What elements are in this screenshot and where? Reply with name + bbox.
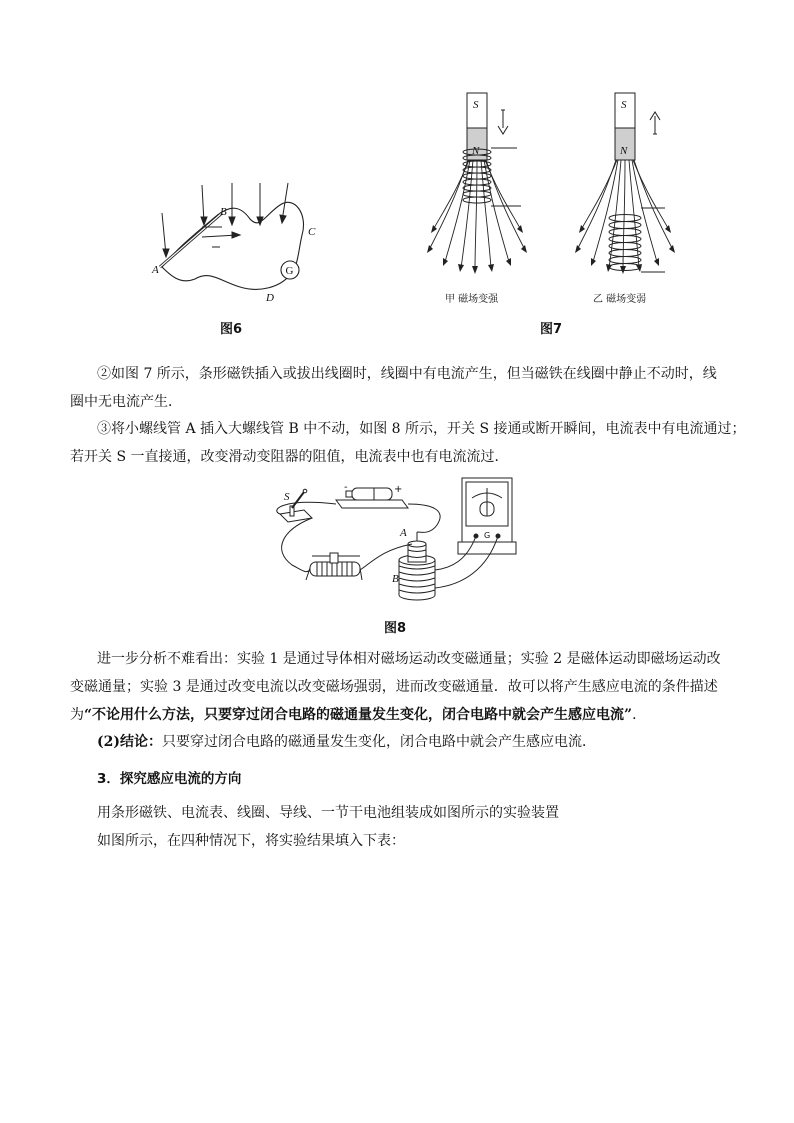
arrow-down-left — [498, 110, 508, 134]
velocity-arrows — [202, 227, 240, 247]
label-g: G — [484, 531, 491, 540]
para-5: 用条形磁铁、电流表、线圈、导线、一节干电池组装成如图所示的实验装置 — [97, 805, 559, 821]
arrow-up-right — [650, 112, 660, 134]
pole-s-right: S — [621, 99, 627, 111]
conclusion-line — [97, 731, 596, 751]
para-4-bold-conclusion: “不论用什么方法，只要穿过闭合电路的磁通量发生变化，闭合电路中就会产生感应电流” — [84, 707, 633, 723]
para-3-line-1: ③将小螺线管 A 插入大螺线管 B 中不动，如图 8 所示，开关 S 接通或断开瞬间，电流表中有电流通过； — [97, 421, 746, 437]
magnet-right — [615, 93, 635, 160]
figure-8-diagram — [262, 470, 524, 610]
figure-6-caption: 图6 — [220, 322, 243, 337]
para-4-pre: 为 — [70, 707, 84, 723]
label-g: G — [285, 265, 294, 277]
para-4-line-1: 进一步分析不难看出：实验 1 是通过导体相对磁场运动改变磁通量；实验 2 是磁体运动即磁场运动改 — [97, 651, 721, 667]
field-arrowheads-left — [427, 225, 527, 274]
section-3-title: 3．探究感应电流的方向 — [97, 771, 242, 787]
rheostat — [306, 553, 362, 580]
pole-n-right: N — [620, 145, 628, 157]
galvanometer — [458, 478, 516, 554]
label-jia: 甲 磁场变强 — [445, 294, 499, 305]
magnet-left — [467, 93, 487, 160]
figure-6-diagram — [140, 175, 330, 310]
label-plus: + — [394, 484, 403, 495]
label-d: D — [266, 292, 274, 304]
label-b: B — [392, 573, 399, 585]
label-c: C — [308, 226, 316, 238]
field-lines-left — [429, 160, 525, 270]
figure-7-diagram — [425, 90, 685, 310]
conclusion-text: 只要穿过闭合电路的磁通量发生变化，闭合电路中就会产生感应电流． — [162, 734, 596, 750]
label-a: A — [152, 264, 159, 276]
label-yi: 乙 磁场变弱 — [593, 294, 647, 305]
figure-8-caption: 图8 — [384, 621, 407, 636]
label-minus: - — [344, 482, 348, 493]
para-3-line-2: 若开关 S 一直接通，改变滑动变阻器的阻值，电流表中也有电流流过． — [70, 449, 509, 465]
label-s: S — [284, 491, 290, 503]
label-a: A — [400, 527, 407, 539]
field-arrows — [162, 183, 288, 257]
coil-a-small — [408, 532, 426, 562]
pole-s-left: S — [473, 99, 479, 111]
label-b: B — [220, 206, 227, 218]
figure-7-caption: 图7 — [540, 322, 563, 337]
pole-n-left: N — [472, 145, 480, 157]
conclusion-label: (2)结论： — [97, 734, 162, 750]
para-2-line-1: ②如图 7 所示，条形磁铁插入或拔出线圈时，线圈中有电流产生，但当磁铁在线圈中静止不动时，线 — [97, 366, 717, 382]
para-6: 如图所示，在四种情况下，将实验结果填入下表： — [97, 833, 405, 849]
para-2-line-2: 圈中无电流产生． — [70, 394, 182, 410]
para-4-line-2: 变磁通量；实验 3 是通过改变电流以改变磁场强弱，进而改变磁通量．故可以将产生感应电流的条件描述 — [70, 679, 718, 695]
para-4-line-3 — [70, 704, 646, 724]
para-4-post: ． — [632, 707, 647, 723]
